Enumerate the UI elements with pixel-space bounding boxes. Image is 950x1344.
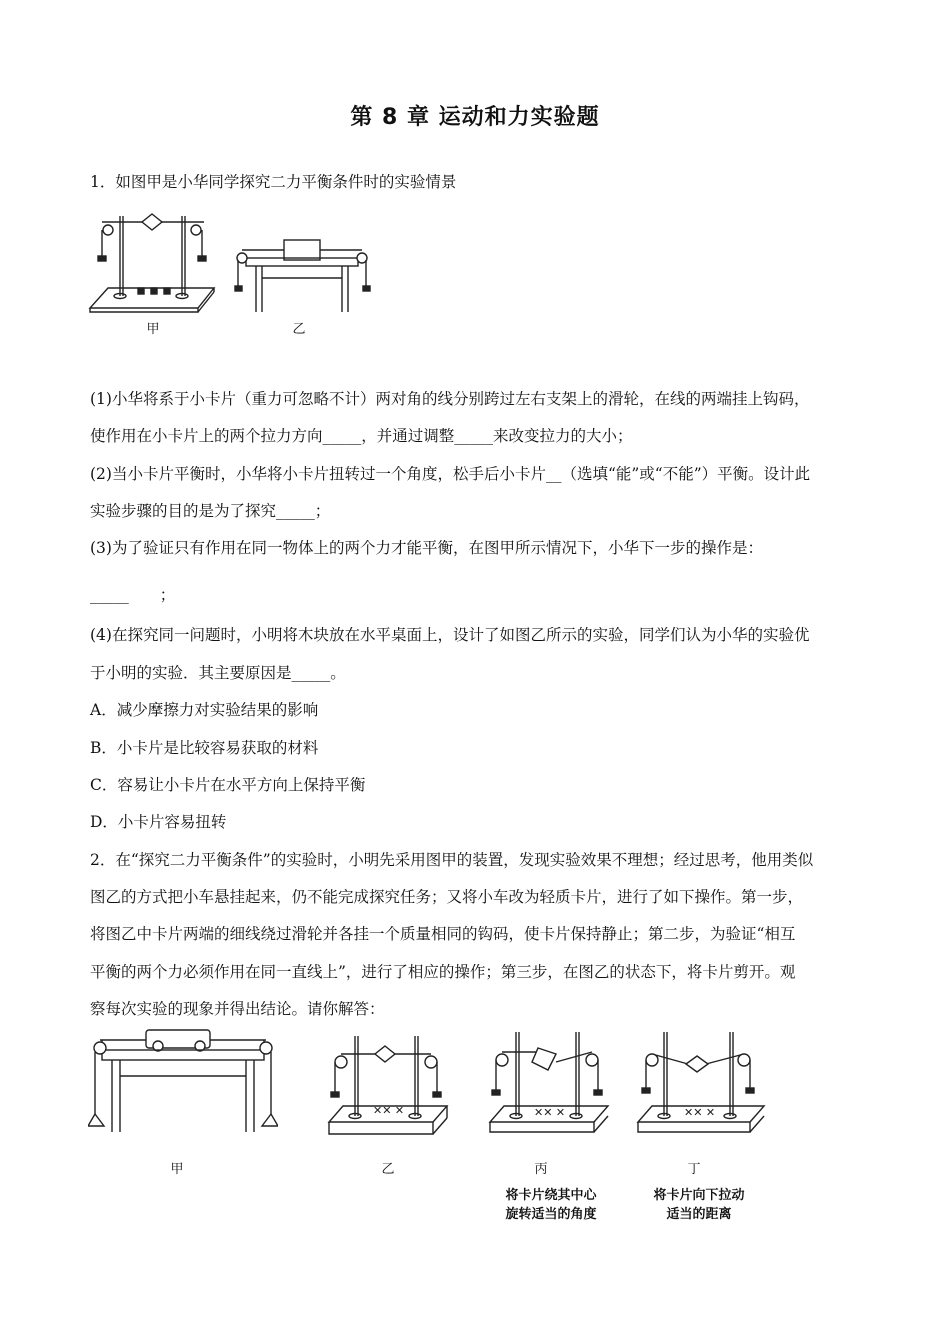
q1-part4-line2: 于小明的实验．其主要原因是_____。: [90, 664, 346, 682]
q2-line1: 2．在“探究二力平衡条件”的实验时，小明先采用图甲的装置，发现实验效果不理想；经过思考，他用类似: [90, 851, 814, 869]
q2-figure-yi: [325, 1030, 450, 1140]
q1-part2-line1: (2)当小卡片平衡时，小华将小卡片扭转过一个角度，松手后小卡片__（选填“能”或“不能”）平衡。设计此: [90, 465, 811, 483]
q1-option-a: A．减少摩擦力对实验结果的影响: [90, 701, 319, 719]
q1-option-b: B．小卡片是比较容易获取的材料: [90, 739, 319, 757]
q1-part1-line2: 使作用在小卡片上的两个拉力方向_____，并通过调整_____来改变拉力的大小；: [90, 427, 633, 445]
q2-figure-ding: [634, 1026, 769, 1136]
q1-figure-jia: [88, 208, 218, 313]
q2-figure-bing: [486, 1026, 611, 1136]
q2-ding-caption-line1: 将卡片向下拉动: [653, 1188, 745, 1203]
q2-figure-jia: [88, 1026, 278, 1136]
q2-fig-label-bing: 丙: [534, 1162, 548, 1177]
q2-fig-label-ding: 丁: [687, 1162, 701, 1177]
q2-bing-caption-line2: 旋转适当的角度: [505, 1207, 597, 1222]
q1-part3-line1: (3)为了验证只有作用在同一物体上的两个力才能平衡，在图甲所示情况下，小华下一步的操作是：: [90, 539, 763, 557]
q2-bing-caption-line1: 将卡片绕其中心: [505, 1188, 597, 1203]
q2-line4: 平衡的两个力必须作用在同一直线上”，进行了相应的操作；第三步，在图乙的状态下，将卡片剪开。观: [90, 963, 796, 981]
q1-figure-yi: [232, 236, 372, 316]
q1-option-c: C．容易让小卡片在水平方向上保持平衡: [90, 776, 366, 794]
page-title: 第 8 章 运动和力实验题: [350, 105, 600, 130]
q2-line3: 将图乙中卡片两端的细线绕过滑轮并各挂一个质量相同的钩码，使卡片保持静止；第二步，为验证“相互: [90, 925, 796, 943]
svg-text:✕✕ ✕: ✕✕ ✕: [684, 1106, 716, 1119]
q1-option-d: D．小卡片容易扭转: [90, 813, 227, 831]
q2-line2: 图乙的方式把小车悬挂起来，仍不能完成探究任务；又将小车改为轻质卡片，进行了如下操作。第一步，: [90, 888, 804, 906]
svg-text:✕✕ ✕: ✕✕ ✕: [373, 1104, 405, 1117]
svg-text:✕✕ ✕: ✕✕ ✕: [534, 1106, 566, 1119]
q1-part3-line2: _____ ；: [90, 586, 176, 604]
q2-line5: 察每次实验的现象并得出结论。请你解答：: [90, 1000, 385, 1018]
q1-part1-line1: (1)小华将系于小卡片（重力可忽略不计）两对角的线分别跨过左右支架上的滑轮，在线的两端挂上钩码，: [90, 390, 810, 408]
q1-part2-line2: 实验步骤的目的是为了探究_____；: [90, 502, 331, 520]
q2-fig-label-yi: 乙: [381, 1162, 395, 1177]
q1-part4-line1: (4)在探究同一问题时，小明将木块放在水平桌面上，设计了如图乙所示的实验，同学们认为小华的实验优: [90, 626, 810, 644]
q1-fig-label-yi: 乙: [292, 322, 306, 337]
q2-ding-caption-line2: 适当的距离: [666, 1207, 732, 1222]
q1-stem: 1．如图甲是小华同学探究二力平衡条件时的实验情景: [90, 173, 457, 191]
q2-fig-label-jia: 甲: [170, 1162, 184, 1177]
q1-fig-label-jia: 甲: [146, 322, 160, 337]
